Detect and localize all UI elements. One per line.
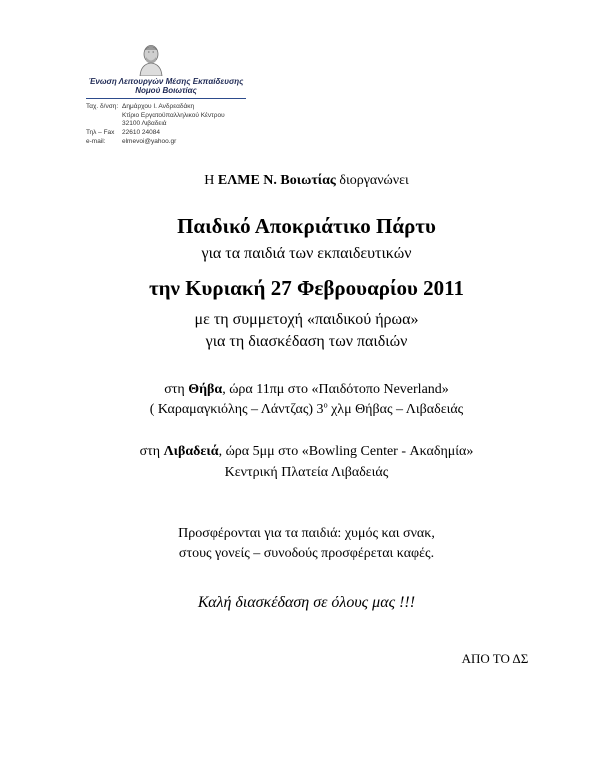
org-name-line1: Ένωση Λειτουργών Μέσης Εκπαίδευσης xyxy=(88,77,244,86)
thiva-address-part2: χλμ Θήβας – Λιβαδειάς xyxy=(327,402,464,417)
contact-row-postcode xyxy=(86,120,256,129)
event-date: την Κυριακή 27 Φεβρουαρίου 2011 xyxy=(148,276,465,300)
closing-line: Καλή διασκέδαση σε όλους μας !!! xyxy=(197,594,416,611)
contact-label: Ταχ. δ/νση: xyxy=(86,103,119,110)
contact-value: 32100 Λιβαδειά xyxy=(122,120,167,128)
contact-row-building xyxy=(86,112,256,121)
intro-org: ΕΛΜΕ Ν. Βοιωτίας xyxy=(217,173,336,188)
thiva-info: , ώρα 11πμ στο «Παιδότοπο Neverland» xyxy=(222,382,449,397)
contact-value: Κτίριο Εργατοϋπαλληλικού Κέντρου xyxy=(122,111,225,119)
contact-label: Τηλ – Fax xyxy=(86,129,115,137)
intro-prefix: Η xyxy=(204,173,218,188)
contact-row-address xyxy=(86,103,256,112)
livadeia-address: Κεντρική Πλατεία Λιβαδειάς xyxy=(224,465,389,480)
thiva-details xyxy=(0,381,613,399)
intro-suffix: διοργανώνει xyxy=(335,173,409,188)
hero-line-2: για τη διασκέδαση των παιδιών xyxy=(205,333,408,350)
org-name xyxy=(86,77,246,95)
org-name-line2: Νομού Βοιωτίας xyxy=(135,86,197,95)
thiva-address xyxy=(0,401,613,419)
thiva-address-sup: ο xyxy=(323,400,328,410)
signature: ΑΠΟ ΤΟ ΔΣ xyxy=(461,651,529,666)
livadeia-info: , ώρα 5μμ στο «Bowling Center - Ακαδημία» xyxy=(218,444,474,459)
contact-value: elmevoi@yahoo.gr xyxy=(122,137,177,145)
thiva-prefix: στη xyxy=(164,382,189,397)
livadeia-details xyxy=(0,443,613,461)
contact-block xyxy=(86,103,256,147)
contact-label: e-mail: xyxy=(86,137,106,145)
contact-row-phone xyxy=(86,129,256,138)
livadeia-prefix: στη xyxy=(139,444,164,459)
contact-label xyxy=(86,112,122,121)
letterhead-divider xyxy=(86,98,246,99)
contact-value: 22610 24084 xyxy=(122,129,160,137)
event-subtitle: για τα παιδιά των εκπαιδευτικών xyxy=(201,245,412,262)
offer-line-1: Προσφέρονται για τα παιδιά: χυμός και σνακ, xyxy=(178,526,435,541)
hero-line-1: με τη συμμετοχή «παιδικού ήρωα» xyxy=(194,311,419,328)
offer-line-2: στους γονείς – συνοδούς προσφέρεται καφές. xyxy=(178,546,435,561)
event-title: Παιδικό Αποκριάτικο Πάρτυ xyxy=(177,214,436,238)
thiva-address-part1: ( Καραμαγκιόλης – Λάντζας) 3 xyxy=(149,402,324,417)
contact-row-email xyxy=(86,138,256,147)
bust-logo-icon xyxy=(136,44,166,76)
thiva-city: Θήβα xyxy=(188,382,223,397)
intro-line xyxy=(0,172,613,190)
livadeia-city: Λιβαδειά xyxy=(163,444,219,459)
contact-value: Δημάρχου Ι. Ανδρεαδάκη xyxy=(122,103,195,110)
contact-label xyxy=(86,120,122,129)
